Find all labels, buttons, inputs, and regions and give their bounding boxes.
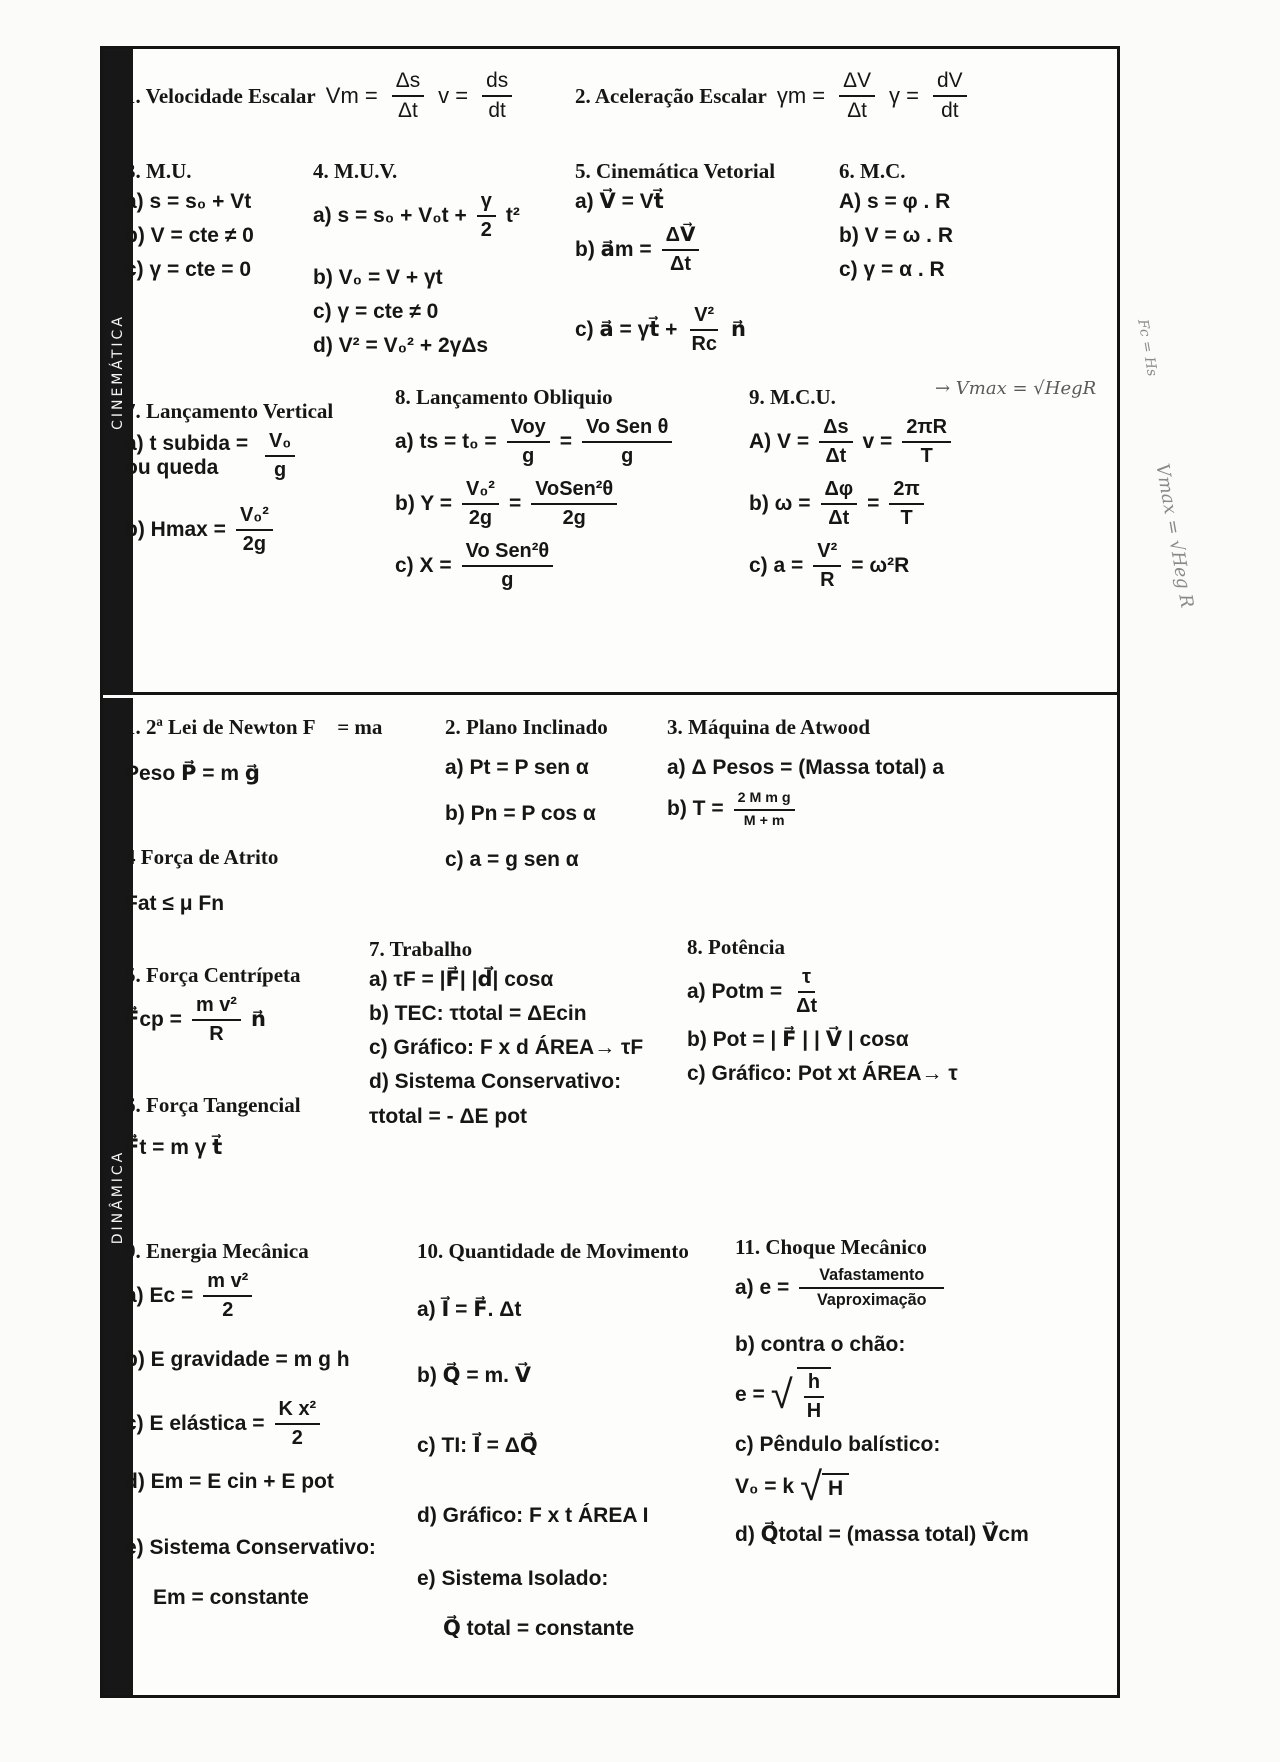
- formula-line: b) TEC: τtotal = ΔEcin: [369, 1002, 587, 1026]
- formula-line: e) Sistema Conservativo:: [125, 1536, 376, 1560]
- formula-line: c) a⃗ = γt⃗ + $\frac{\text{V²}}{Rc}$ n⃗: [575, 304, 746, 355]
- formula-lhs: v =: [438, 83, 469, 108]
- block-title: 6. M.C.: [839, 159, 906, 183]
- block-mechanical-energy: [125, 1239, 376, 1610]
- formula-line: Q⃗ total = constante: [443, 1616, 635, 1640]
- formula-line: b) V = ω . R: [839, 224, 954, 248]
- formula-line: c) γ = α . R: [839, 258, 945, 282]
- block-title: 9. Energia Mecânica: [125, 1239, 309, 1263]
- block-title: 1. Velocidade Escalar: [125, 83, 316, 108]
- block-escalar-acceleration: [575, 69, 971, 129]
- formula-line: b) Y = $\frac{\text{V₀²}}{2g}$ = $\frac{\text{VoSen²θ}}{2g}$: [395, 478, 676, 530]
- section-band-kinematics: [103, 49, 133, 695]
- formula-line: a) V⃗ = Vt⃗: [575, 190, 664, 213]
- block-oblique-launch: [395, 385, 676, 592]
- formula-line: c) TI: I⃗ = ΔQ⃗: [417, 1434, 538, 1458]
- formula-line: d) Em = E cin + E pot: [125, 1469, 334, 1493]
- block-mcu: [749, 385, 955, 592]
- section-divider: [133, 692, 1117, 695]
- block-title: 6. Força Tangencial: [125, 1093, 301, 1117]
- block-atwood-machine: [667, 715, 944, 829]
- block-title: 1. 2ª Lei de Newton F⃗ = ma⃗: [125, 715, 399, 739]
- formula-line: c) Pêndulo balístico:: [735, 1433, 941, 1457]
- block-power: [687, 935, 958, 1086]
- block-escalar-velocity: [125, 69, 516, 129]
- block-title: 7. Lançamento Vertical: [125, 399, 334, 423]
- fraction: $\frac{dV}{dt}$: [933, 69, 967, 123]
- block-mu: [125, 159, 254, 282]
- section-label-dynamics: DINÂMICA: [110, 1149, 126, 1244]
- block-title: 10. Quantidade de Movimento: [417, 1239, 689, 1263]
- formula-line: F⃗cp = $\frac{\text{m v²}}{R}$ n⃗: [125, 994, 266, 1045]
- block-tangential-force: [125, 1093, 301, 1160]
- formula-line: a) t subida = ou queda $\frac{\text{V₀}}{g}$: [125, 430, 333, 482]
- formula-line: τtotal = - ΔE pot: [369, 1104, 528, 1128]
- formula-line: a) s = s₀ + Vt: [125, 190, 252, 213]
- block-newton-second-law: [125, 715, 399, 786]
- block-title: 8. Potência: [687, 935, 785, 959]
- block-title: 4. M.U.V.: [313, 159, 398, 183]
- formula-sheet: [100, 46, 1120, 1698]
- block-title: 2. Plano Inclinado: [445, 715, 608, 739]
- formula-lhs: γm =: [776, 83, 826, 108]
- block-centripetal-force: [125, 963, 301, 1046]
- block-mc: [839, 159, 953, 282]
- formula-line: F⃗t = m γ t⃗: [125, 1136, 223, 1159]
- formula-line: c) a = $\frac{\text{V²}}{R}$ = ω²R: [749, 539, 910, 591]
- formula-line: b) E gravidade = m g h: [125, 1347, 350, 1371]
- formula-line: b) V = cte ≠ 0: [125, 224, 254, 248]
- formula-line: a) Pt = P sen α: [445, 756, 589, 779]
- formula-line: a) Potm = $\frac{\tau}{\Delta t}$: [687, 966, 818, 1017]
- formula-line: V₀ = k √ H: [735, 1467, 1029, 1507]
- formula-line: Em = constante: [153, 1586, 309, 1610]
- block-title: 11. Choque Mecânico: [735, 1235, 927, 1259]
- section-label-kinematics: CINEMÁTICA: [110, 314, 126, 430]
- formula-line: b) Pn = P cos α: [445, 802, 596, 826]
- handwritten-note-vmax: → Vmax = √HegR: [935, 378, 1097, 399]
- block-vector-kinematics: [575, 159, 775, 356]
- block-momentum: [417, 1239, 689, 1641]
- handwritten-note-side: Vmax = √Heg R: [1151, 462, 1198, 610]
- block-mechanical-collision: [735, 1235, 1029, 1547]
- block-title: 2. Aceleração Escalar: [575, 83, 767, 108]
- block-vertical-launch: [125, 399, 333, 556]
- block-friction: [125, 845, 278, 916]
- block-muv: [313, 159, 520, 358]
- block-title: 9. M.C.U.: [749, 385, 836, 409]
- formula-line: e = √ $\frac{h}{H}$: [735, 1367, 1029, 1423]
- formula-line: b) contra o chão:: [735, 1333, 906, 1357]
- formula-line: a) ts = t₀ = $\frac{\text{Voy}}{g}$ = $\frac{\text{Vo Sen θ}}{g}$: [395, 416, 676, 468]
- block-title: 7. Trabalho: [369, 937, 473, 961]
- block-title: 3. Máquina de Atwood: [667, 715, 871, 739]
- formula-line: b) ω = $\frac{\Delta\varphi}{\Delta t}$ = $\frac{2\pi}{T}$: [749, 478, 955, 530]
- formula-line: b) Pot = | F⃗ | | V⃗ | cosα: [687, 1027, 909, 1051]
- formula-line: d) Sistema Conservativo:: [369, 1070, 622, 1094]
- formula-line: e) Sistema Isolado:: [417, 1566, 609, 1590]
- formula-line: c) γ = cte = 0: [125, 258, 252, 282]
- formula-line: b) Hmax = $\frac{\text{V₀²}}{2g}$: [125, 504, 333, 556]
- formula-line: c) Gráfico: F x d ÁREA→ τF: [369, 1036, 644, 1060]
- fraction: $\frac{\Delta V}{\Delta t}$: [839, 69, 875, 123]
- formula-line: b) a⃗m = $\frac{\Delta V⃗}{\Delta t}$: [575, 224, 775, 276]
- fraction: $\frac{ds}{dt}$: [482, 69, 512, 123]
- formula-line: c) γ = cte ≠ 0: [313, 300, 439, 324]
- formula-line: A) s = φ . R: [839, 190, 951, 213]
- formula-lhs: Vm =: [325, 83, 378, 108]
- formula-line: Peso P⃗ = m g⃗: [125, 762, 260, 785]
- formula-line: d) Gráfico: F x t ÁREA I: [417, 1504, 649, 1528]
- block-inclined-plane: [445, 715, 608, 872]
- formula-line: c) Gráfico: Pot xt ÁREA→ τ: [687, 1062, 958, 1086]
- formula-lhs: γ =: [889, 83, 920, 108]
- block-title: 5. Força Centrípeta: [125, 963, 301, 987]
- block-work: [369, 937, 643, 1129]
- formula-line: a) Δ Pesos = (Massa total) a: [667, 756, 945, 779]
- formula-line: d) Q⃗total = (massa total) V⃗cm: [735, 1523, 1029, 1547]
- formula-line: c) X = $\frac{\text{Vo Sen²θ}}{g}$: [395, 540, 676, 592]
- handwritten-note-fc: Fc = Hs: [1134, 318, 1161, 378]
- block-title: 8. Lançamento Obliquio: [395, 385, 613, 409]
- formula-line: a) I⃗ = F⃗. Δt: [417, 1298, 522, 1321]
- formula-line: a) Ec = $\frac{\text{m v²}}{2}$: [125, 1270, 376, 1322]
- formula-line: a) τF = |F⃗| |d⃗| cosα: [369, 968, 554, 991]
- block-title: 4 Força de Atrito: [125, 845, 279, 869]
- formula-line: b) V₀ = V + γt: [313, 265, 443, 289]
- formula-line: c) a = g sen α: [445, 848, 579, 872]
- formula-line: a) s = s₀ + V₀t + $\frac{\gamma}{2}$ t²: [313, 190, 520, 241]
- formula-line: b) T = $\frac{\text{2 M m g}}{M + m}$: [667, 790, 944, 829]
- formula-line: a) e = $\frac{\text{Vafastamento}}{\text{Vaproximação}}$: [735, 1266, 1029, 1309]
- formula-line: b) Q⃗ = m. V⃗: [417, 1364, 532, 1388]
- fraction: $\frac{\Delta s}{\Delta t}$: [392, 69, 424, 123]
- formula-line: A) V = $\frac{\Delta s}{\Delta t}$ v = $\frac{2\pi R}{T}$: [749, 416, 955, 468]
- block-title: 3. M.U.: [125, 159, 192, 183]
- formula-line: c) E elástica = $\frac{\text{K x²}}{2}$: [125, 1398, 376, 1450]
- formula-line: d) V² = V₀² + 2γΔs: [313, 334, 489, 358]
- formula-line: Fat ≤ μ Fn: [125, 892, 225, 915]
- block-title: 5. Cinemática Vetorial: [575, 159, 776, 183]
